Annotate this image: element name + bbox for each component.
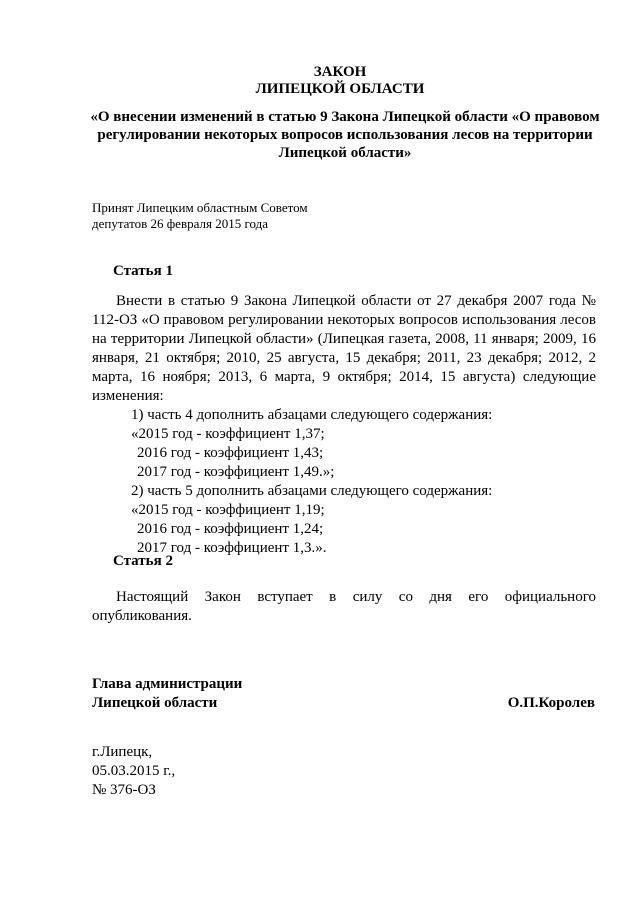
amendment-line: 1) часть 4 дополнить абзацами следующего содержания: [131, 407, 493, 423]
signatory-name: О.П.Королев [507, 695, 595, 711]
signatory-position: Глава администрации [92, 676, 243, 692]
law-title: ЗАКОН [313, 64, 367, 80]
footer-city: г.Липецк, [92, 744, 153, 760]
adoption-note [92, 200, 308, 232]
adoption-line-1: Принят Липецким областным Советом [92, 200, 308, 215]
article-1-heading: Статья 1 [113, 263, 173, 279]
amendment-line: «2015 год - коэффициент 1,19; [131, 502, 325, 518]
article-2-heading: Статья 2 [113, 553, 173, 569]
signatory-region: Липецкой области [92, 695, 218, 711]
article-2-paragraph: Настоящий Закон вступает в силу со дня его официального опубликования. [92, 589, 596, 624]
law-region: ЛИПЕЦКОЙ ОБЛАСТИ [255, 81, 425, 97]
article-1-paragraph: Внести в статью 9 Закона Липецкой области от 27 декабря 2007 года № 112-ОЗ «О правовом регулировании некоторых вопросов использования лесов на территории Липецкой области» (Липецкая газета, 2008, 11 января; 2009, 16 января, 21 октября; 2010, 25 августа, 15 декабря; 2011, 23 декабря; 2012, 2 марта, 16 ноября; 2013, 6 марта, 9 октября; 2014, 15 августа) следующие изменения: [92, 293, 596, 404]
law-subject: «О внесении изменений в статью 9 Закона Липецкой области «О правовом регулировании некоторых вопросов использования лесов на территории Липецкой области» [90, 109, 600, 161]
adoption-line-2: депутатов 26 февраля 2015 года [92, 216, 268, 231]
amendment-line: 2017 год - коэффициент 1,3.». [137, 540, 327, 556]
document-footer [92, 743, 175, 800]
amendment-line: 2016 год - коэффициент 1,43; [137, 445, 324, 461]
amendment-line: 2017 год - коэффициент 1,49.»; [137, 464, 335, 480]
amendment-line: 2016 год - коэффициент 1,24; [137, 521, 324, 537]
footer-number: № 376-ОЗ [92, 782, 156, 798]
amendment-line: «2015 год - коэффициент 1,37; [131, 426, 325, 442]
amendment-line: 2) часть 5 дополнить абзацами следующего содержания: [131, 483, 493, 499]
footer-date: 05.03.2015 г., [92, 763, 176, 779]
